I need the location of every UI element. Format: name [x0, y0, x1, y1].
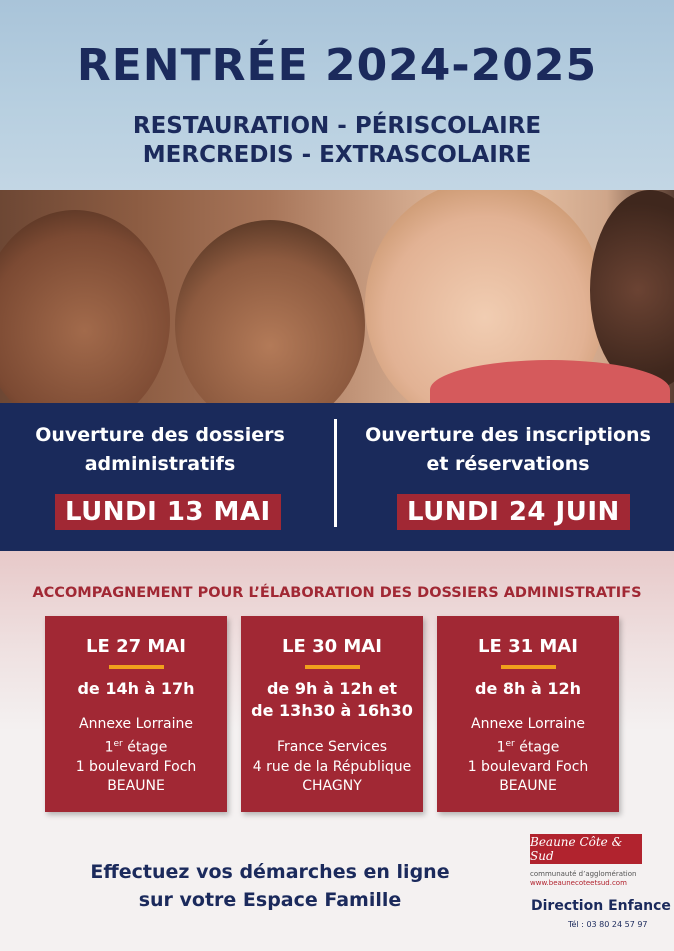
banner-divider	[334, 419, 337, 527]
card-date: LE 31 MAI	[478, 636, 578, 657]
child-face-center-left	[175, 220, 365, 403]
online-procedures-cta	[60, 858, 480, 914]
cta-line-2: sur votre Espace Famille	[138, 889, 402, 911]
card-time-line-2: de 13h30 à 16h30	[251, 701, 413, 720]
child-face-right	[590, 190, 674, 390]
card-address-line-1: France Services	[276, 739, 388, 755]
opening-reg-line-1: Ouverture des inscriptions	[365, 424, 651, 446]
registration-date-badge: LUNDI 24 JUIN	[397, 494, 630, 530]
card-address	[45, 715, 227, 797]
admin-date-badge: LUNDI 13 MAI	[55, 494, 281, 530]
card-time	[241, 678, 423, 722]
card-time-line-1: de 14h à 17h	[77, 679, 195, 698]
card-address-line-2: 1er étage	[104, 738, 168, 756]
card-date: LE 30 MAI	[282, 636, 382, 657]
card-time	[45, 678, 227, 700]
opening-admin-files	[0, 421, 320, 479]
card-time-line-1: de 8h à 12h	[475, 679, 581, 698]
department-name: Direction Enfance	[531, 898, 671, 914]
card-address-line-2: 1er étage	[496, 738, 560, 756]
support-card-31-may	[437, 616, 619, 812]
card-underline	[109, 665, 164, 669]
card-address-line-3: CHAGNY	[302, 778, 362, 794]
page-title: RENTRÉE 2024-2025	[76, 40, 598, 91]
logo-subtitle	[530, 870, 636, 888]
opening-admin-line-2: administratifs	[84, 453, 236, 475]
card-underline	[501, 665, 556, 669]
logo-community-text: communauté d’agglomération	[530, 870, 637, 878]
card-address-line-2: 4 rue de la République	[252, 758, 412, 775]
card-address-line-4: BEAUNE	[107, 778, 165, 795]
children-photo	[0, 190, 674, 403]
opening-registrations	[348, 421, 668, 479]
opening-dates-banner	[0, 403, 674, 551]
logo-website: www.beaunecoteetsud.com	[530, 879, 627, 887]
card-address-line-1: Annexe Lorraine	[471, 716, 585, 732]
page-subtitle	[0, 112, 674, 170]
card-address-line-4: BEAUNE	[499, 778, 557, 795]
card-time-line-1: de 9h à 12h et	[266, 679, 398, 698]
card-address-line-3: 1 boulevard Foch	[75, 758, 197, 775]
cta-line-1: Effectuez vos démarches en ligne	[90, 861, 450, 883]
support-card-27-may	[45, 616, 227, 812]
support-section-title: ACCOMPAGNEMENT POUR L’ÉLABORATION DES DOSSIERS ADMINISTRATIFS	[32, 585, 642, 601]
card-address	[241, 738, 423, 797]
subtitle-line-1: RESTAURATION - PÉRISCOLAIRE	[132, 113, 542, 139]
opening-reg-line-2: et réservations	[426, 453, 590, 475]
card-address-line-3: 1 boulevard Foch	[467, 758, 589, 775]
department-phone: Tél : 03 80 24 57 97	[568, 920, 648, 929]
support-card-30-may	[241, 616, 423, 812]
opening-admin-line-1: Ouverture des dossiers	[35, 424, 285, 446]
card-underline	[305, 665, 360, 669]
header-band	[0, 0, 674, 190]
card-date: LE 27 MAI	[86, 636, 186, 657]
card-address	[437, 715, 619, 797]
card-time	[437, 678, 619, 700]
child-face-left	[0, 210, 170, 403]
beaune-cote-sud-logo: Beaune Côte & Sud	[530, 834, 642, 864]
card-address-line-1: Annexe Lorraine	[79, 716, 193, 732]
subtitle-line-2: MERCREDIS - EXTRASCOLAIRE	[142, 142, 532, 168]
